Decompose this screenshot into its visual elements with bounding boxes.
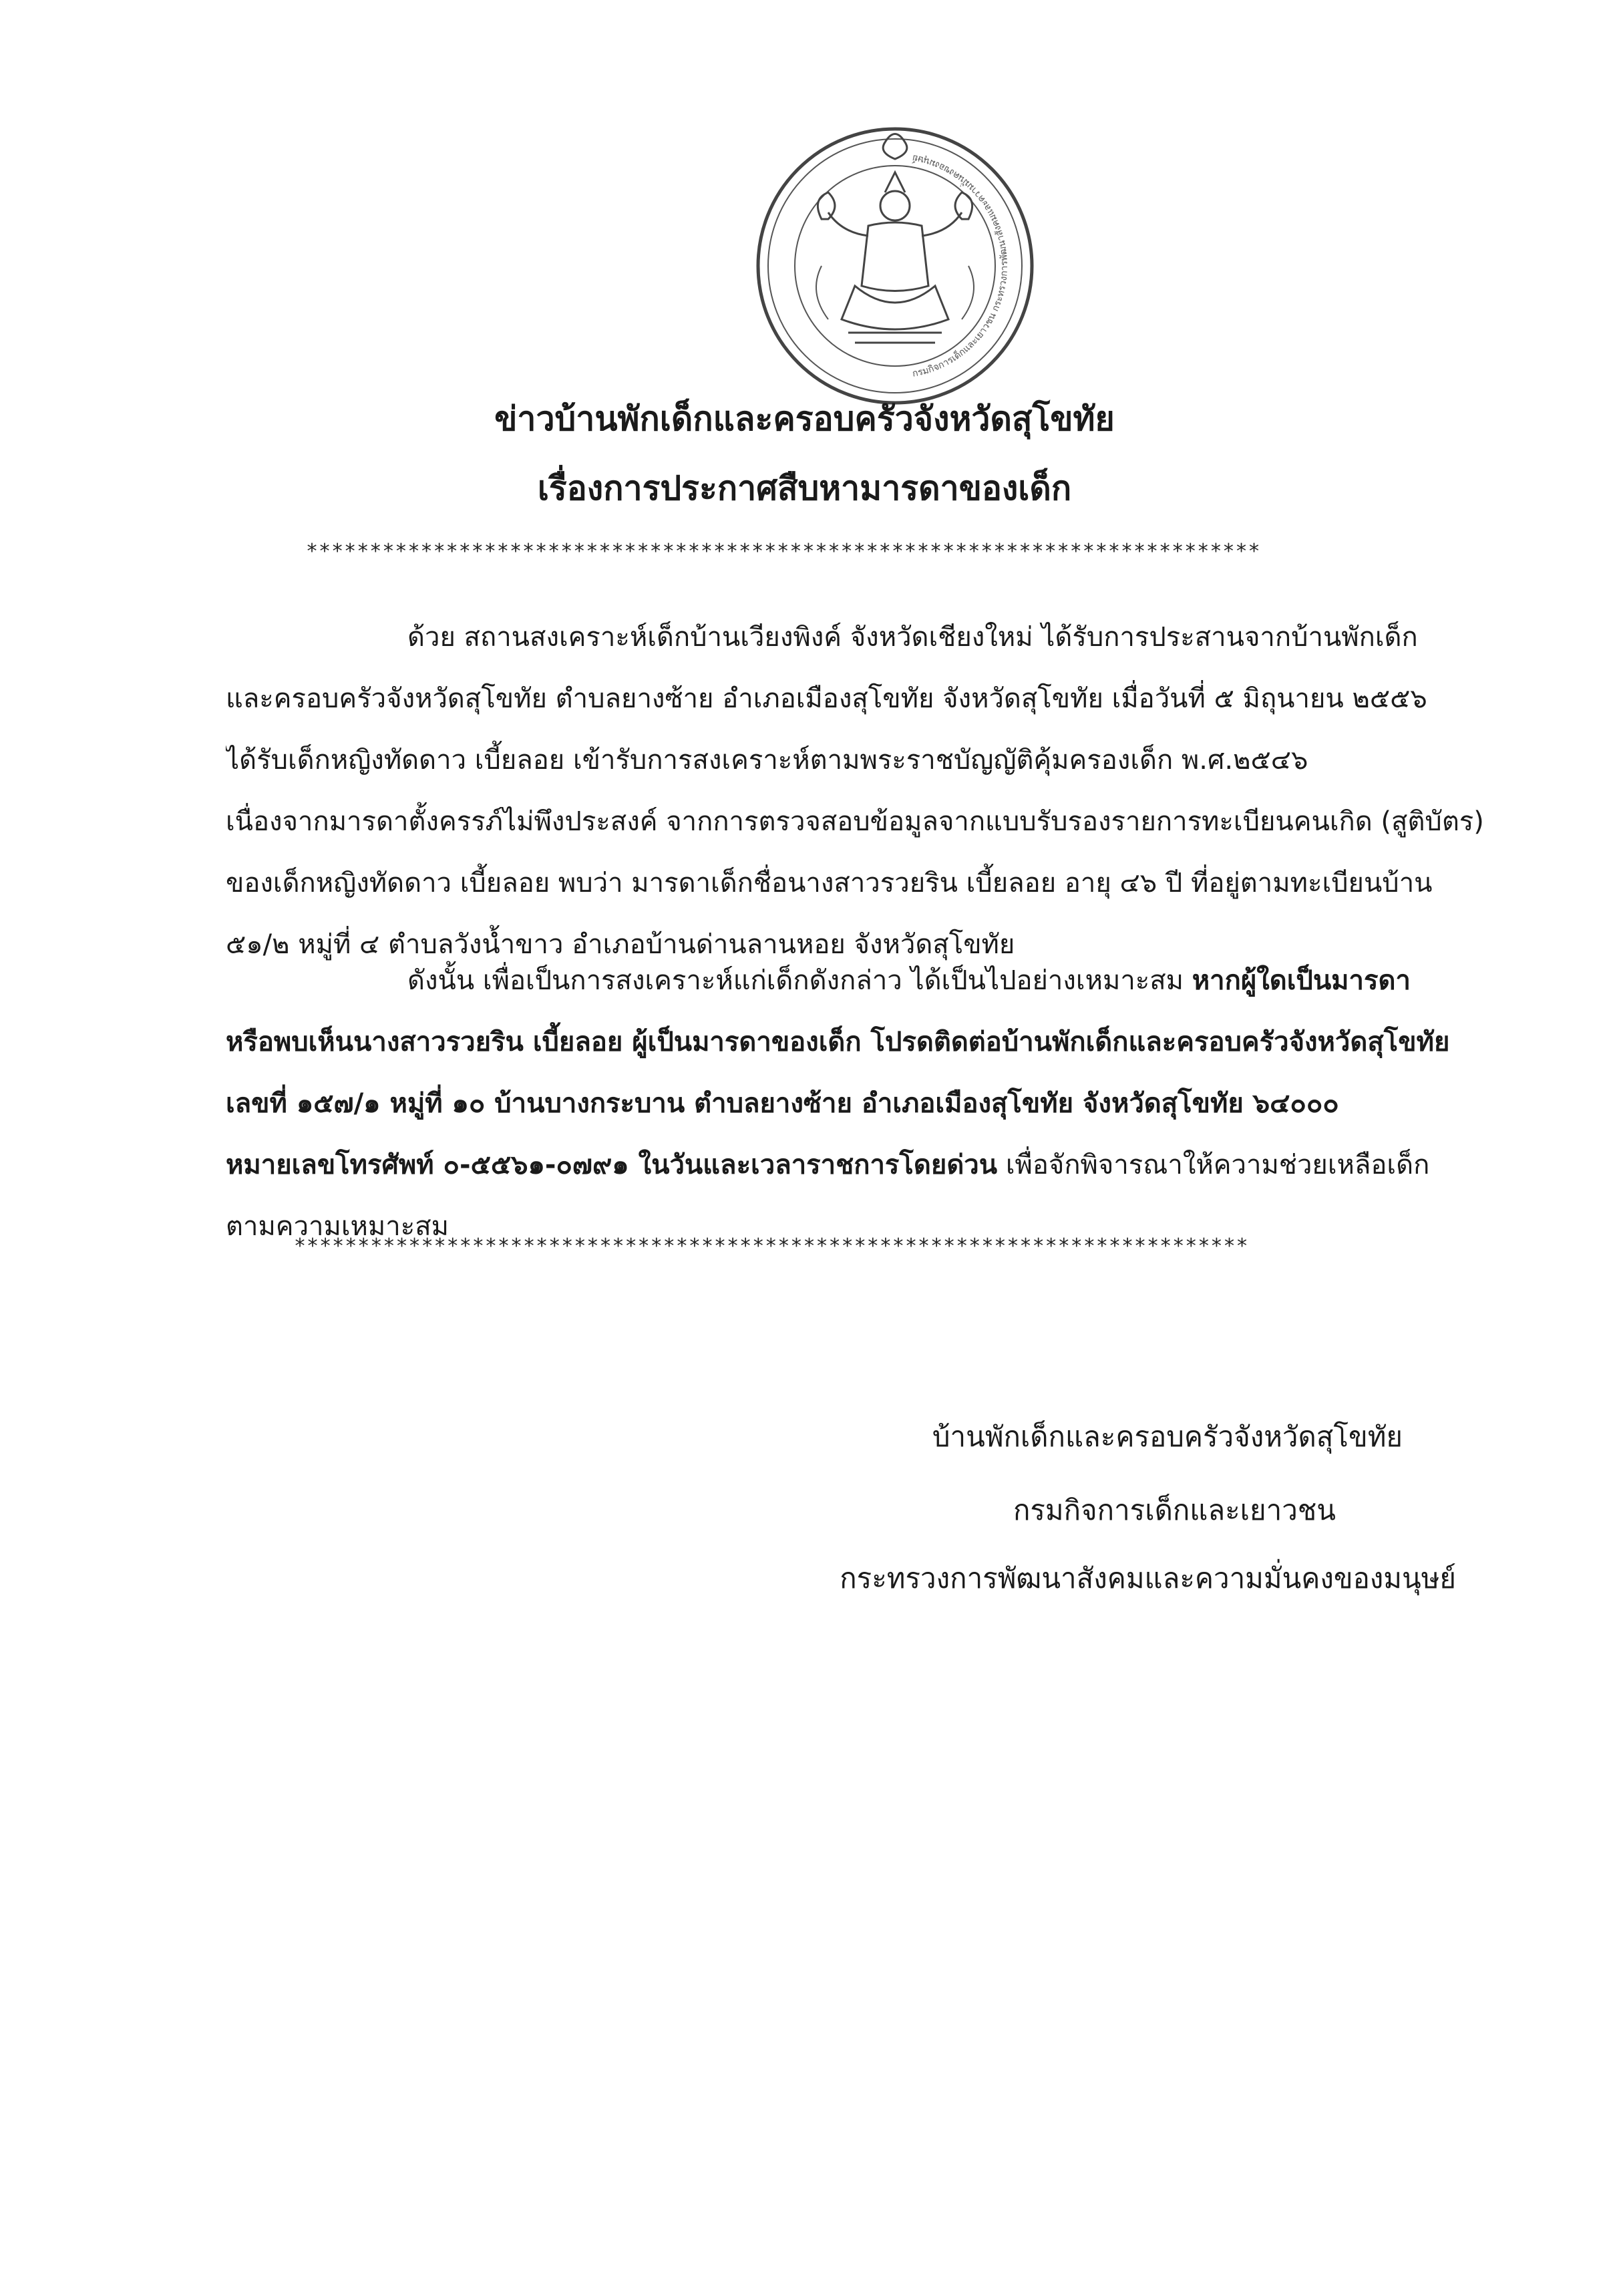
separator-top: *************************************************************************** <box>306 540 1261 563</box>
government-seal-icon <box>748 119 1042 413</box>
contact-phone-line <box>226 1134 1503 1196</box>
signature-ministry: กระทรวงการพัฒนาสังคมและความมั่นคงของมนุษย์ <box>840 1562 1456 1595</box>
paragraph-line: ตามความเหมาะสม <box>226 1211 449 1242</box>
paragraph-request <box>226 950 1503 1257</box>
paragraph-line: ด้วย สถานสงเคราะห์เด็กบ้านเวียงพิงค์ จังหวัดเชียงใหม่ ได้รับการประสานจากบ้านพักเด็ก <box>407 622 1418 653</box>
contact-line: หรือพบเห็นนางสาวรวยริน เบี้ยลอย ผู้เป็นมารดาของเด็ก โปรดติดต่อบ้านพักเด็กและครอบครัวจังหวัดสุโขทัย <box>226 1027 1450 1057</box>
paragraph-line <box>226 950 1503 1011</box>
separator-bottom: *************************************************************************** <box>294 1235 1249 1258</box>
paragraph-line: และครอบครัวจังหวัดสุโขทัย ตำบลยางซ้าย อำเภอเมืองสุโขทัย จังหวัดสุโขทัย เมื่อวันที่ ๕ มิถุนายน ๒๕๕๖ <box>226 683 1427 714</box>
seal-ring-text: กรมกิจการเด็กและเยาวชน กระทรวงการพัฒนาสังคมและความมั่นคงของมนุษย์ <box>911 152 1011 379</box>
request-text-bold: หากผู้ใดเป็นมารดา <box>1192 965 1411 996</box>
document-title: ข่าวบ้านพักเด็กและครอบครัวจังหวัดสุโขทัย <box>494 399 1115 438</box>
request-text: เพื่อจักพิจารณาให้ความช่วยเหลือเด็ก <box>997 1150 1430 1180</box>
paragraph-line: เนื่องจากมารดาตั้งครรภ์ไม่พึงประสงค์ จากการตรวจสอบข้อมูลจากแบบรับรองรายการทะเบียนคนเกิด (สูติบัตร) <box>226 806 1484 837</box>
contact-address: เลขที่ ๑๕๗/๑ หมู่ที่ ๑๐ บ้านบางกระบาน ตำบลยางซ้าย อำเภอเมืองสุโขทัย จังหวัดสุโขทัย ๖๔๐๐๐ <box>226 1088 1339 1119</box>
signature-department: กรมกิจการเด็กและเยาวชน <box>1013 1494 1336 1526</box>
document-subject: เรื่องการประกาศสืบหามารดาของเด็ก <box>537 469 1072 508</box>
paragraph-announcement <box>226 607 1503 975</box>
paragraph-line: ๕๑/๒ หมู่ที่ ๔ ตำบลวังน้ำขาว อำเภอบ้านด่านลานหอย จังหวัดสุโขทัย <box>226 929 1015 960</box>
request-text: ดังนั้น เพื่อเป็นการสงเคราะห์แก่เด็กดังกล่าว ได้เป็นไปอย่างเหมาะสม <box>407 965 1192 996</box>
contact-phone: หมายเลขโทรศัพท์ ๐-๕๕๖๑-๐๗๙๑ ในวันและเวลาราชการโดยด่วน <box>226 1150 998 1180</box>
signature-organization: บ้านพักเด็กและครอบครัวจังหวัดสุโขทัย <box>932 1420 1403 1453</box>
paragraph-line: ได้รับเด็กหญิงทัดดาว เบี้ยลอย เข้ารับการสงเคราะห์ตามพระราชบัญญัติคุ้มครองเด็ก พ.ศ.๒๕๔๖ <box>226 745 1308 776</box>
paragraph-line: ของเด็กหญิงทัดดาว เบี้ยลอย พบว่า มารดาเด็กชื่อนางสาวรวยริน เบี้ยลอย อายุ ๔๖ ปี ที่อยู่ตามทะเบียนบ้าน <box>226 868 1433 898</box>
